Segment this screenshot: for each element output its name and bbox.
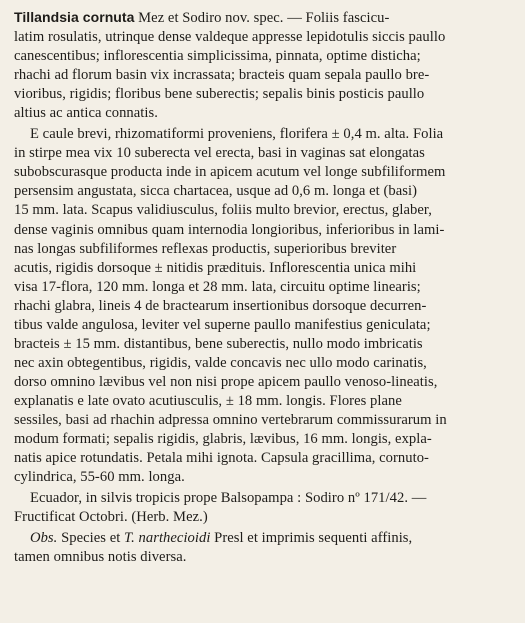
text-line	[14, 221, 511, 240]
text-line	[14, 240, 511, 259]
line-text: persensim angustata, sicca chartacea, usque ad 0,6 m. longa et (basi)	[14, 183, 418, 200]
text-line	[14, 259, 511, 278]
text-line	[14, 125, 511, 144]
line-text: in stirpe mea vix 10 suberecta vel erecta, basi in vaginas sat elongatas	[14, 145, 425, 162]
line-text: E caule brevi, rhizomatiformi proveniens, florifera ± 0,4 m. alta. Folia	[30, 126, 444, 143]
line-text: latim rosulatis, utrinque dense valdeque appresse lepidotulis siccis paullo	[14, 29, 446, 46]
line-text: bracteis ± 15 mm. distantibus, bene suberectis, nullo modo imbricatis	[14, 335, 423, 352]
line-text: canescentibus; inflorescentia simplicissima, pinnata, optime disticha;	[14, 48, 421, 65]
text-line	[14, 373, 511, 392]
line-text: modum formati; sepalis rigidis, glabris, lævibus, 16 mm. longis, expla-	[14, 431, 432, 448]
text-line	[14, 449, 511, 468]
italic-text: T. narthecioidi	[124, 530, 211, 547]
line-text: vioribus, rigidis; floribus bene suberectis; sepalis binis posticis paullo	[14, 86, 425, 103]
text-line	[14, 316, 511, 335]
text-line	[14, 85, 511, 104]
species-heading-line	[14, 8, 511, 28]
species-description	[14, 8, 511, 567]
text-line	[14, 182, 511, 201]
line-text: tibus valde angulosa, leviter vel superne paullo manifestius geniculata;	[14, 316, 431, 333]
line-text: sessiles, basi ad rhachin adpressa omnino vertebrarum commissurarum in	[14, 411, 447, 428]
text-line	[14, 201, 511, 220]
text-line	[14, 468, 511, 487]
species-name: Tillandsia cornuta	[14, 9, 135, 25]
text-line	[14, 144, 511, 163]
line-text: Fructificat Octobri. (Herb. Mez.)	[14, 509, 208, 526]
text-line	[14, 66, 511, 85]
line-text: subobscurasque producta inde in apicem acutum vel longe subfiliformem	[14, 164, 446, 181]
text-line	[14, 508, 511, 527]
text-line	[14, 163, 511, 182]
text-line	[14, 47, 511, 66]
line-text: tamen omnibus notis diversa.	[14, 549, 187, 566]
line-text: Ecuador, in silvis tropicis prope Balsopampa : Sodiro nº 171/42. —	[30, 490, 427, 507]
italic-text: Obs.	[30, 530, 58, 547]
text-line	[14, 335, 511, 354]
text-line	[14, 104, 511, 123]
line-text: dorso omnino lævibus vel non nisi prope apicem paullo venoso-lineatis,	[14, 373, 438, 390]
line-text: Presl et imprimis sequenti affinis,	[210, 530, 413, 547]
text-line	[14, 548, 511, 567]
line-text: Species et	[57, 530, 125, 547]
text-line	[14, 430, 511, 449]
line-text: explanatis e late ovato acutiusculis, ± 18 mm. longis. Flores plane	[14, 392, 402, 409]
line-text: acutis, rigidis dorsoque ± nitidis prædituis. Inflorescentia unica mihi	[14, 259, 417, 276]
text-line	[14, 489, 511, 508]
line-text: natis apice rotundatis. Petala mihi ignota. Capsula gracillima, cornuto-	[14, 450, 429, 467]
line-text: Mez et Sodiro nov. spec. — Foliis fascicu-	[134, 10, 390, 26]
text-line	[14, 529, 511, 548]
text-line	[14, 278, 511, 297]
text-line	[14, 28, 511, 47]
line-text: rhachi glabra, lineis 4 de bractearum insertionibus dorsoque decurren-	[14, 297, 427, 314]
line-text: nas longas subfiliformes reflexas productis, superioribus breviter	[14, 240, 397, 257]
line-text: cylindrica, 55-60 mm. longa.	[14, 469, 185, 486]
text-line	[14, 354, 511, 373]
line-text: altius ac antica connatis.	[14, 105, 158, 122]
line-text: dense vaginis omnibus quam internodia longioribus, inferioribus in lami-	[14, 221, 445, 238]
text-line	[14, 411, 511, 430]
line-text: rhachi ad florum basin vix incrassata; bracteis quam sepala paullo bre-	[14, 67, 430, 84]
text-line	[14, 392, 511, 411]
line-text: visa 17-flora, 120 mm. longa et 28 mm. lata, circuitu optime linearis;	[14, 278, 421, 295]
line-text: nec axin obtegentibus, rigidis, valde concavis nec ullo modo carinatis,	[14, 354, 427, 371]
text-line	[14, 297, 511, 316]
line-text: 15 mm. lata. Scapus validiusculus, foliis multo brevior, erectus, glaber,	[14, 202, 432, 219]
